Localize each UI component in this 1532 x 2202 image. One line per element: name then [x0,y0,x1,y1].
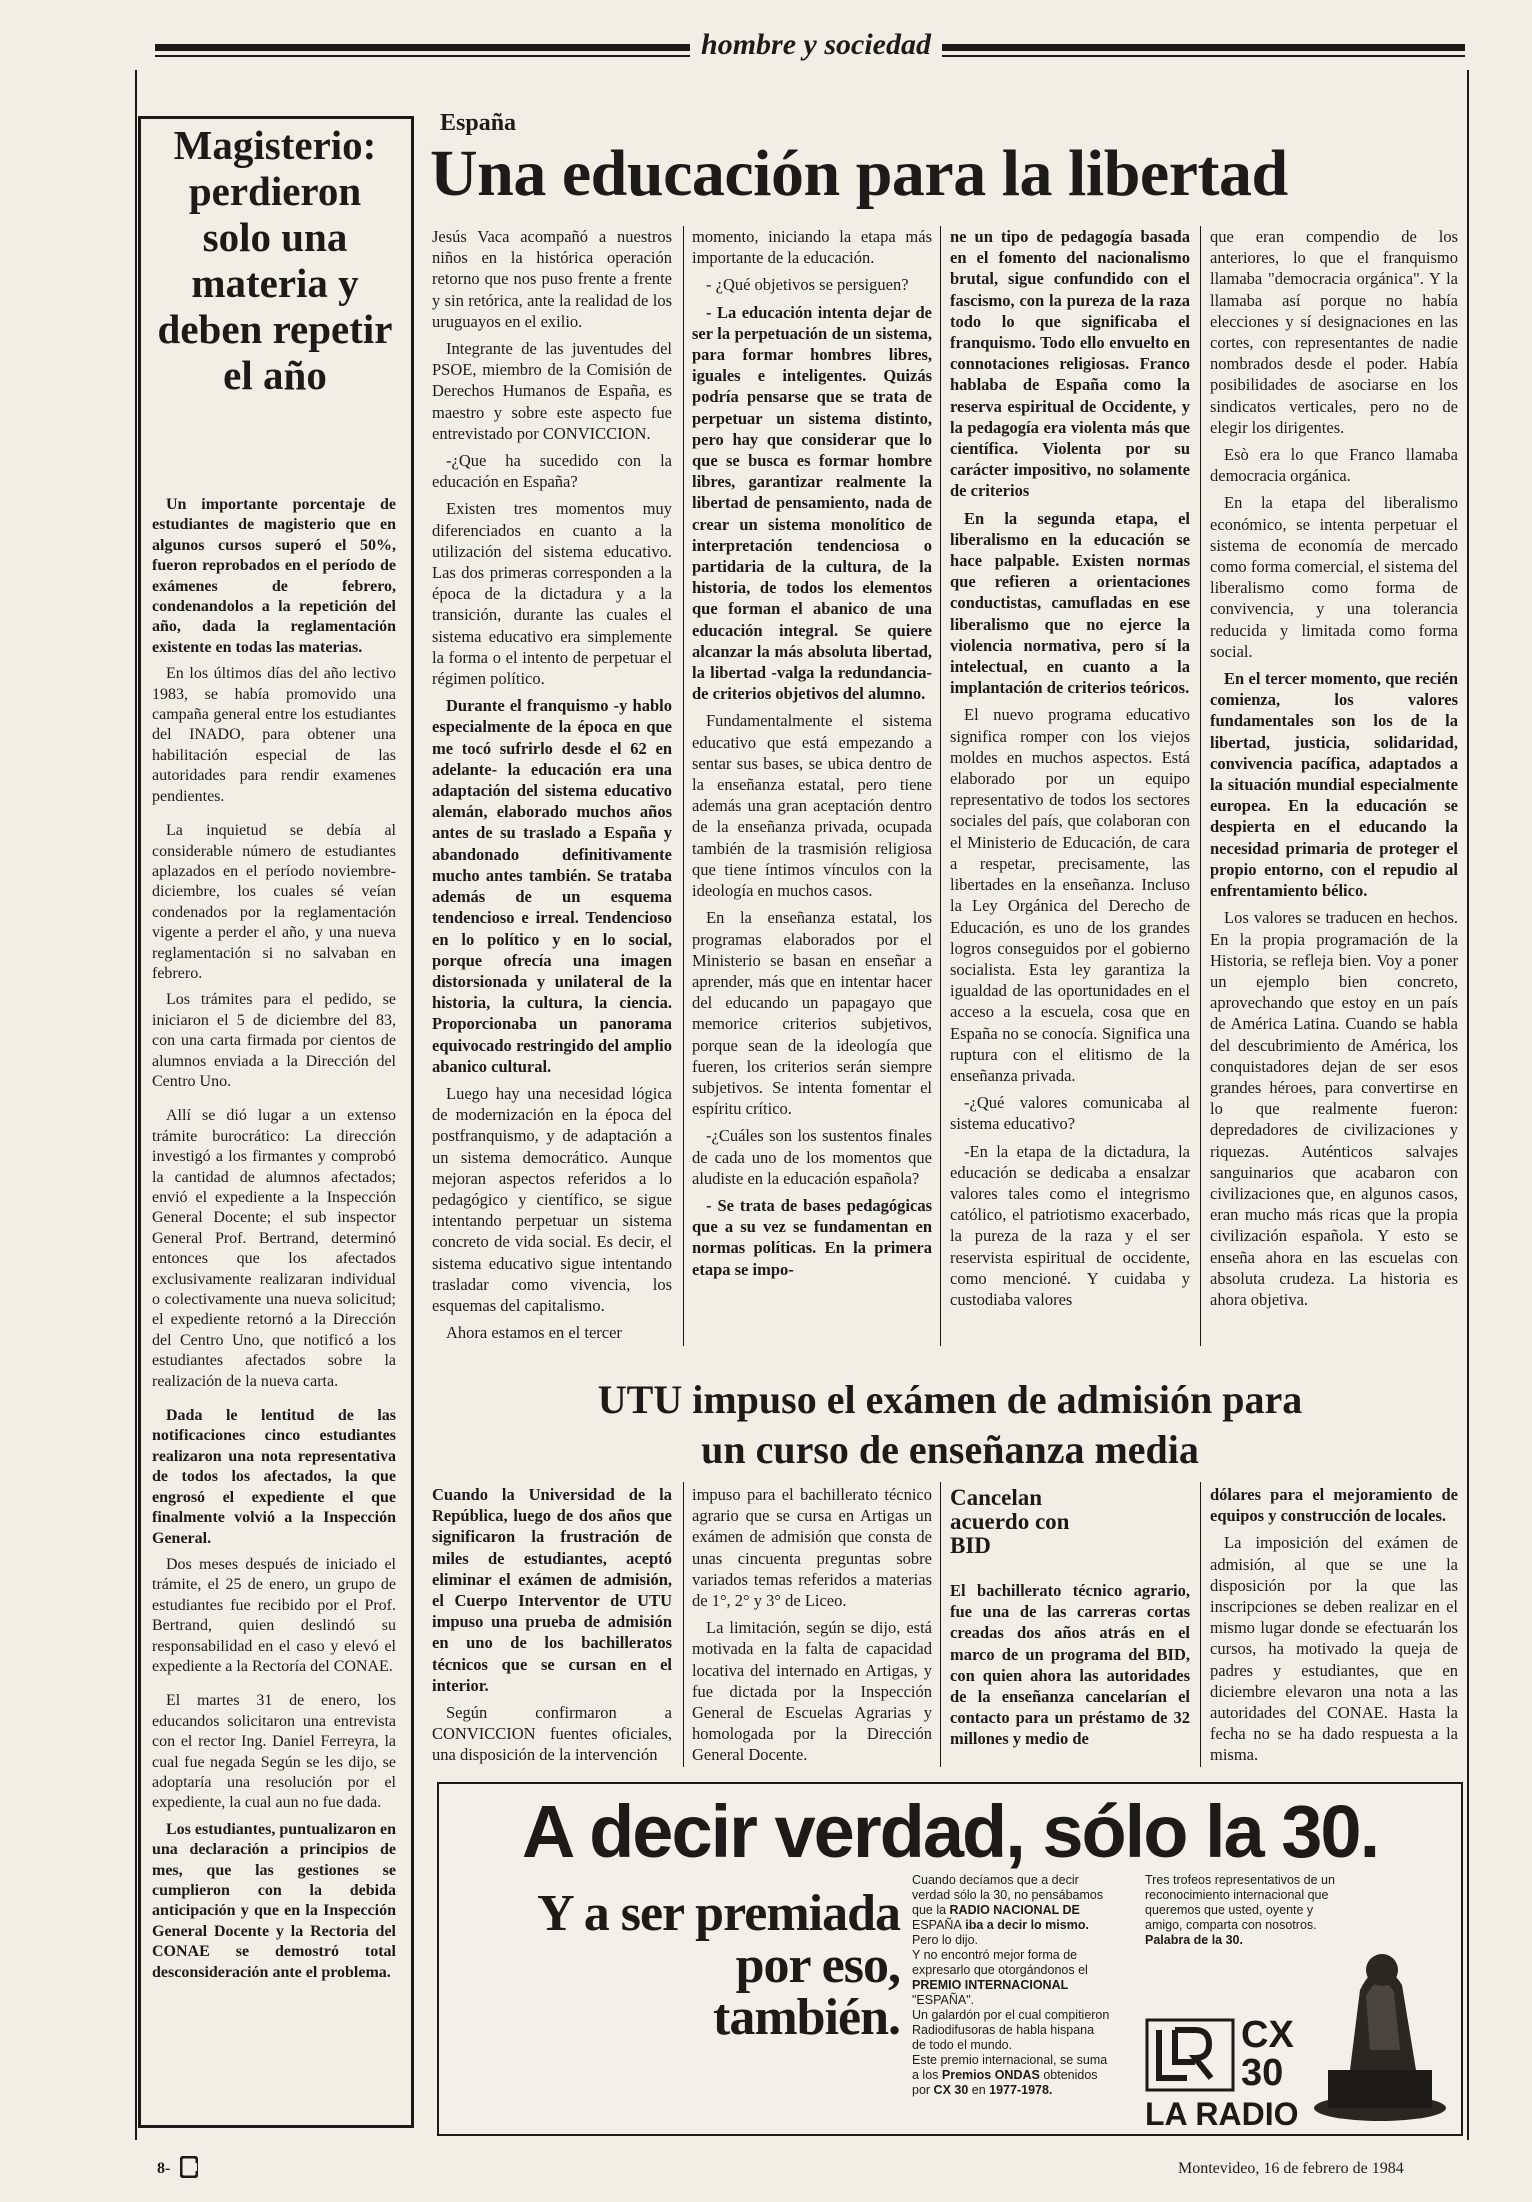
paragraph: Integrante de las juventudes del PSOE, miembro de la Comisión de Derechos Humanos de España, es maestro y sobre este aspecto fue entrevistado por CONVICCION. [432,339,672,443]
article2-headline-line-1: UTU impuso el exámen de admisión para [597,1377,1303,1422]
article2-column-rule-1 [683,1482,684,1767]
article-column-1 [432,226,672,1349]
ad-subheadline-line-1: Y a ser premiada [537,1885,900,1942]
ad-text-line: verdad sólo la 30, no pensábamos [912,1888,1104,1902]
paragraph: -¿Que ha sucedido con la educación en España? [432,451,672,492]
paragraph: La inquietud se debía al considerable número de estudiantes aplazados en el período noviembre-diciembre, los cuales sé veían condenados por la reglamentación vigente a perder el año, y una nueva reglamentación si no salvaban en febrero. [152,822,396,982]
ad-text-line: que la RADIO NACIONAL DE [912,1903,1080,1917]
paragraph: Jesús Vaca acompañó a nuestros niños en la histórica operación retorno que nos puso frente a frente y sin retórica, ante la realidad de los uruguayos en el exilio. [432,227,672,331]
paragraph: - Se trata de bases pedagógicas que a su vez se fundamentan en normas políticas. En la primera etapa se impo- [692,1195,932,1279]
ad-text-line: ESPAÑA iba a decir lo mismo. [912,1918,1089,1932]
convicción-logo-icon [180,2156,198,2178]
article-column-2 [692,226,932,1286]
paragraph: En la segunda etapa, el liberalismo en la educación se hace palpable. Existen normas que refieren a orientaciones conductistas, camufladas en ese liberalismo que no ejerce la violencia normativa, pero sí la intelectual, en cuanto a la implantación de criterios teóricos. [950,508,1190,698]
paragraph: - ¿Qué objetivos se persiguen? [706,275,909,295]
article2-column-3 [950,1580,1190,1756]
ad-subheadline-line-2: por eso, [735,1937,900,1994]
paragraph: Dos meses después de iniciado el trámite, el 25 de enero, un grupo de estudiantes fue recibido por el Prof. Bertrand, quien deslindó su responsabilidad en el caso y elevó el expediente a la Rectoría del CONAE. [152,1555,396,1675]
ad-text-line: Radiodifusoras de habla hispana [912,2023,1095,2037]
article-headline: Una educación para la libertad [430,137,1288,210]
paragraph: El nuevo programa educativo significa romper con los viejos moldes en muchos aspectos. Está elaborado por un equipo representativo de todos los sectores sociales del país, que colaboran con el Ministerio de Educación, de cara a respetar, precisamente, las libertades en la enseñanza. Incluso la Ley Orgánica del Derecho de Educación, es uno de los grandes logros conseguidos por el gobierno socialista. Esta ley garantiza la igualdad de las oportunidades en el acceso a la escuela, cosa que en España no se conocía. Significa una ruptura con el elitismo de la enseñanza privada. [950,705,1190,1085]
cx30-logo-cx: CX [1241,2014,1294,2056]
ad-text-line: Palabra de la 30. [1145,1933,1243,1947]
ad-body-text [912,1873,1132,2098]
paragraph: Esò era lo que Franco llamaba democracia orgánica. [1210,445,1458,486]
paragraph: Los estudiantes, puntualizaron en una declaración a principios de mes, que las gestiones se cumplieron con la debida anticipación y que en la Inspección General Docente y la Rectoria del CONAE se demostró total desconsideración ante el problema. [152,1820,396,1981]
paragraph: que eran compendio de los anteriores, lo que el franquismo llamaba "democracia orgánica". Y la llamaba así porque no había elecciones y sí designaciones en las cortes, con representantes de nadie nombrados desde el poder. Había posibilidades de asociarse en los sindicatos verticales, pero no de elegir los dirigentes. [1210,227,1458,437]
paragraph: impuso para el bachillerato técnico agrario que se cursa en Artigas un exámen de admisión que consta de unas cincuenta preguntas sobre variados temas referidos a materias de 1°, 2° y 3° de Liceo. [692,1485,932,1611]
ad-text-line: "ESPAÑA". [912,1993,975,2007]
paragraph: En los últimos días del año lectivo 1983, se había promovido una campaña general entre los estudiantes del INADO, para obtener una habilitación especial de las autoridades para rendir examenes pendientes. [152,665,396,805]
ad-text-line: expresarlo que otorgándonos el [912,1963,1088,1977]
cx30-logo-number: 30 [1241,2052,1284,2094]
ad-text-line: Un galardón por el cual compitieron [912,2008,1110,2022]
article2-column-4 [1210,1484,1458,1772]
paragraph: dólares para el mejoramiento de equipos y construcción de locales. [1210,1485,1458,1526]
page-number: 8- [157,2160,171,2177]
paragraph: Fundamentalmente el sistema educativo que está empezando a sentar sus bases, se ubica dentro de la enseñanza estatal, pero tiene además una gran aceptación dentro de la enseñanza privada, ocupada también de la trasmisión religiosa que tiene íntimos vínculos con la ideología en muchos casos. [692,711,932,901]
paragraph: Los valores se traducen en hechos. En la propia programación de la Historia, se refleja bien. Voy a poner un ejemplo bien concreto, aprovechando que estoy en un país de América Latina. Cuando se habla del descubrimiento de América, los conquistadores dejan de ser esos grandes héroes, para convertirse en lo que realmente fueron: depredadores de civilizaciones y riquezas. Auténticos salvajes sanguinarios que acabaron con civilizaciones que, en algunos casos, eran mucho más ricas que la propia civilización española. Y esto se enseña ahora en las escuelas con absoluta crudeza. La historia es ahora objetiva. [1210,908,1458,1309]
ad-text-line: Pero lo dijo. [912,1933,979,1947]
article2-headline-line-2: un curso de enseñanza media [701,1427,1199,1472]
paragraph: Según confirmaron a CONVICCION fuentes oficiales, una disposición de la intervención [432,1703,672,1765]
cx30-emblem-icon [1145,2018,1235,2092]
trophy-icon [1300,1930,1450,2125]
ad-text-line: Este premio internacional, se suma [912,2053,1108,2067]
article2-column-rule-3 [1200,1482,1201,1767]
paragraph: Durante el franquismo -y hablo especialmente de la época en que me tocó sufrirlo desde el 62 en adelante- la educación era una adaptación del sistema educativo alemán, elaborado muchos años antes de su traslado a España y abandonado definitivamente mucho antes también. Se trataba además de un esquema tendencioso e irreal. Tendencioso en lo político y en lo social, porque ofrecía una imagen distorsionada y unilateral de la historia, la cultura, la ciencia. Proporcionaba un panorama equivocado restringido del amplio abanico cultural. [432,696,672,1076]
ad-subheadline-line-3: también. [713,1989,900,2046]
ad-text-line: queremos que usted, oyente y [1145,1903,1314,1917]
paragraph: Los trámites para el pedido, se iniciaron el 5 de diciembre del 83, con una carta firmada por cientos de alumnos enviada a la Dirección del Centro Uno. [152,991,396,1090]
ad-text-line: Y no encontró mejor forma de [912,1948,1078,1962]
paragraph: -¿Qué valores comunicaba al sistema educativo? [950,1093,1190,1134]
article2-column-2 [692,1484,932,1772]
article2-column-1 [432,1484,672,1772]
article2-headline [420,1375,1480,1475]
date-line: Montevideo, 16 de febrero de 1984 [1178,2160,1404,2177]
paragraph: Ahora estamos en el tercer [446,1323,622,1343]
article-column-3 [950,226,1190,1316]
ad-text-line: PREMIO INTERNACIONAL [912,1978,1069,1992]
paragraph: - La educación intenta dejar de ser la perpetuación de un sistema, para formar hombres libres, iguales e inteligentes. Quizás podría pensarse que se trata de perpetuar un sistema distinto, pero hay que considerar que lo que se busca es formar hombre libres, garantizar realmente la libertad de pensamiento, nada de crear un sistema monolítico de interpretación tendenciosa o partidaria de la cultura, de la historia, de todos los elementos que forman el abanico de una educación integral. Se quiere alcanzar la más absoluta libertad, la libertad -valga la redundancia- de criterios objetivos del alumno. [692,302,932,704]
paragraph: La imposición del exámen de admisión, al que se une la disposición por la que las inscripciones se deben realizar en el mismo lugar donde se efectuarán los cursos, ha motivado la queja de padres y estudiantes, que en diciembre elevaron una nota a las autoridades del CONAE. Hasta la fecha no se ha dado respuesta a la misma. [1210,1533,1458,1765]
paragraph: La limitación, según se dijo, está motivada en la falta de capacidad locativa del internado en Artigas, y fue dictada por la Inspección General de Escuelas Agrarias y homologada por la Dirección General Docente. [692,1618,932,1765]
ad-text-line: Tres trofeos representativos de un [1145,1873,1335,1887]
article-column-4 [1210,226,1458,1316]
ad-text-line: a los Premios ONDAS obtenidos [912,2068,1098,2082]
ad-subheadline [480,1885,900,2046]
paragraph: Luego hay una necesidad lógica de modernización en la época del postfranquismo, y de adaptación a un sistema democrático. Aunque mejoran aspectos referidos a lo pedagógico y científico, se sigue intentando perpetuar un sistema concreto de vida social. Es decir, el sistema educativo sigue intentando trasladar como vivencia, los esquemas del capitalismo. [432,1083,672,1315]
cx30-logo-tagline: LA RADIO [1145,2096,1299,2132]
paragraph: Allí se dió lugar a un extenso trámite burocrático: La dirección investigó a los firmantes y comprobó la cantidad de alumnos afectados; envió el expediente a la Inspección General Docente; el sub inspector General Prof. Bertrand, determinó entonces que los afectados exclusivamente realizaran individual o colectivamente una nueva solicitud; el expediente retornó a la Dirección del Centro Uno, que notificó a los estudiantes afectados sobre la realización de la nueva carta. [152,1107,396,1390]
paragraph: En la enseñanza estatal, los programas elaborados por el Ministerio se basan en enseñar a aprender, más que en intentar hacer del educando un papagayo que memorice criterios subjetivos, porque sean de la ideología que fueren, los criterios serán siempre subjetivos. Se intenta fomentar el espíritu crítico. [692,908,932,1119]
ad-text-line: reconocimiento internacional que [1145,1888,1329,1902]
column-rule-3 [1200,226,1201,1346]
column-rule-2 [940,226,941,1346]
sidebar-headline: Magisterio: perdieron solo una materia y deben repetir el año [157,122,393,398]
paragraph: ne un tipo de pedagogía basada en el fomento del nacionalismo brutal, sigue confundido con el fascismo, con la pureza de la raza todo lo que significaba el franquismo. Todo ello envuelto en connotaciones religiosas. Franco hablaba de España como la reserva espiritual de Occidente, y la pedagogía era violenta más que científica. Violenta por su carácter impositivo, no solamente de criterios [950,227,1190,501]
ad-text-line: por CX 30 en 1977-1978. [912,2083,1053,2097]
paragraph: momento, iniciando la etapa más importante de la educación. [692,227,932,268]
article-kicker: España [440,110,517,136]
ad-text-line: de todo el mundo. [912,2038,1013,2052]
paragraph: En el tercer momento, que recién comienza, los valores fundamentales son los de la libertad, justicia, solidaridad, convivencia pacífica, adaptados a la situación mundial especialmente europea. En la educación se despierta en el educando la necesidad primaria de proteger el propio entorno, con el repudio al enfrentamiento bélico. [1210,669,1458,901]
article2-subheadline: Cancelan acuerdo con BID [950,1485,1070,1558]
ad-headline: A decir verdad, sólo la 30. [521,1790,1379,1873]
paragraph: Cuando la Universidad de la República, luego de dos años que significaron la frustración de miles de estudiantes, aceptó eliminar el exámen de admisión, el Cuerpo Interventor de UTU impuso una prueba de admisión en uno de los bachilleratos técnicos que se cursan en el interior. [432,1485,672,1695]
ad-text-line: amigo, comparta con nosotros. [1145,1918,1317,1932]
sidebar-body [152,495,396,1989]
paragraph: Existen tres momentos muy diferenciados en cuanto a la utilización del sistema educativo. Las dos primeras corresponden a la época de la dictadura y a la transición, durante las cuales el sistema educativo era simplemente la forma o el intento de perpetuar el régimen político. [432,499,672,689]
paragraph: -¿Cuáles son los sustentos finales de cada uno de los momentos que aludiste en la educación española? [692,1126,932,1188]
left-border-rule [135,70,137,2140]
paragraph: El bachillerato técnico agrario, fue una de las carreras cortas creadas dos años atrás en el marco de un programa del BID, con quien ahora las autoridades de la enseñanza cancelarían el contacto para un préstamo de 32 millones y medio de [950,1581,1190,1749]
right-border-rule [1467,70,1469,2140]
paragraph: En la etapa del liberalismo económico, se intenta perpetuar el sistema de economía de mercado como forma comercial, el sistema del liberalismo como forma de convivencia, y una tolerancia reducida y limitada como forma social. [1210,493,1458,661]
paragraph: -En la etapa de la dictadura, la educación se dedicaba a ensalzar valores tales como el integrismo católico, el patriotismo exacerbado, la pureza de la raza y el ser reservista espiritual de occidente, como mencioné. Y cuidaba y custodiaba valores [950,1141,1190,1309]
paragraph: El martes 31 de enero, los educandos solicitaron una entrevista con el rector Ing. Daniel Ferreyra, la cual fue negada Según se les dijo, se adoptaría una resolución por el expediente, la cual aun no fue dada. [152,1692,396,1812]
paragraph: Un importante porcentaje de estudiantes de magisterio que en algunos cursos superó el 50%, fueron reprobados en el período de exámenes de febrero, condenandolos a la repetición del año, dada la reglamentación existente en todas las materias. [152,496,396,656]
ad-text-line: Cuando decíamos que a decir [912,1873,1079,1887]
paragraph: Dada le lentitud de las notificaciones cinco estudiantes realizaron una nota representativa de todos los afectados, la que engrosó el expediente el que finalmente volvió a la Inspección General. [152,1407,396,1547]
column-rule-1 [683,226,684,1346]
section-title: hombre y sociedad [690,28,942,62]
article2-column-rule-2 [940,1482,941,1767]
